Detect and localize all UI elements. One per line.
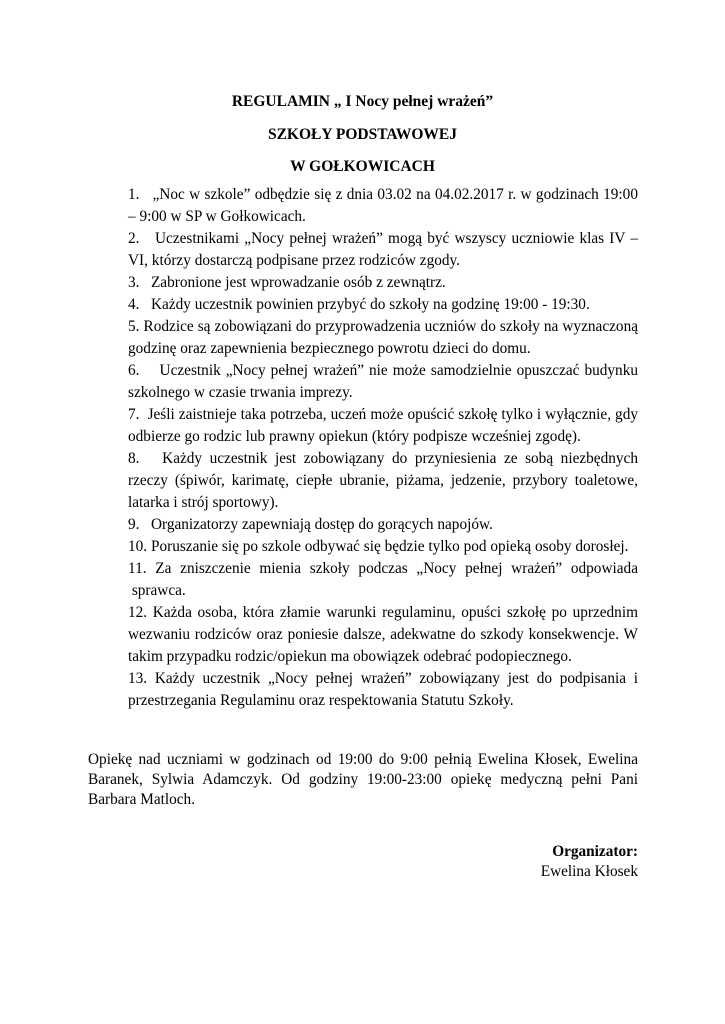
rule-text: „Noc w szkole” odbędzie się z dnia 03.02 na 04.02.2017 r. w godzinach 19:00 – 9:00 w SP w Gołkowicach. xyxy=(128,186,638,225)
rule-number: 9. xyxy=(128,516,151,533)
organizer-name: Ewelina Kłosek xyxy=(540,863,638,880)
rule-item xyxy=(128,272,638,294)
rule-number: 8. xyxy=(128,450,163,467)
rule-text: Każdy uczestnik powinien przybyć do szkoły na godzinę 19:00 - 19:30. xyxy=(150,296,590,313)
rule-text: Za zniszczenie mienia szkoły podczas „Nocy pełnej wrażeń” odpowiada sprawca. xyxy=(128,560,638,599)
rule-number: 4. xyxy=(128,296,151,313)
document-title-line-3: W GOŁKOWICACH xyxy=(290,158,435,175)
rules-list xyxy=(128,184,638,712)
rule-number: 10. xyxy=(128,538,151,555)
rule-number: 13. xyxy=(128,670,155,687)
rule-item xyxy=(128,360,638,404)
rule-text: Jeśli zaistnieje taka potrzeba, uczeń może opuścić szkołę tylko i wyłącznie, gdy odbierze go rodzic lub prawny opiekun (który podpisze wcześniej zgodę). xyxy=(128,406,638,445)
rule-text: Organizatorzy zapewniają dostęp do gorących napojów. xyxy=(150,516,493,533)
rule-item xyxy=(128,184,638,228)
organizer-block xyxy=(541,842,638,882)
rule-item xyxy=(128,228,638,272)
rule-number: 2. xyxy=(128,230,155,247)
rule-item xyxy=(128,316,638,360)
rule-item xyxy=(128,514,638,536)
rule-item xyxy=(128,536,638,558)
rule-text: Każda osoba, która złamie warunki regulaminu, opuści szkołę po uprzednim wezwaniu rodziców oraz poniesie dalsze, adekwatne do szkody konsekwencje. W takim przypadku rodzic/opiekun ma obowiązek odebrać podopiecznego. xyxy=(128,604,638,665)
rule-number: 5. xyxy=(128,318,144,335)
rule-number: 1. xyxy=(128,186,153,203)
rule-text: Uczestnikami „Nocy pełnej wrażeń” mogą być wszyscy uczniowie klas IV – VI, którzy dostarczą podpisane przez rodziców zgody. xyxy=(128,230,638,269)
rule-text: Poruszanie się po szkole odbywać się będzie tylko pod opieką osoby dorosłej. xyxy=(150,538,629,555)
rule-item xyxy=(128,404,638,448)
organizer-label: Organizator: xyxy=(552,843,638,860)
rule-item xyxy=(128,558,638,602)
rule-text: Każdy uczestnik „Nocy pełnej wrażeń” zobowiązany jest do podpisania i przestrzegania Regulaminu oraz respektowania Statutu Szkoły. xyxy=(128,670,638,709)
rule-number: 11. xyxy=(128,560,156,577)
rule-text: Zabronione jest wprowadzanie osób z zewnątrz. xyxy=(150,274,446,291)
rule-item xyxy=(128,602,638,668)
care-paragraph: Opiekę nad uczniami w godzinach od 19:00 do 9:00 pełnią Ewelina Kłosek, Ewelina Baranek, Sylwia Adamczyk. Od godziny 19:00-23:00 opiekę medyczną pełni Pani Barbara Matloch. xyxy=(88,751,638,808)
rule-item xyxy=(128,294,638,316)
rule-text: Każdy uczestnik jest zobowiązany do przyniesienia ze sobą niezbędnych rzeczy (śpiwór, karimatę, ciepłe ubranie, piżama, jedzenie, przybory toaletowe, latarka i strój sportowy). xyxy=(128,450,638,511)
rule-text: Rodzice są zobowiązani do przyprowadzenia uczniów do szkoły na wyznaczoną godzinę oraz zapewnienia bezpiecznego powrotu dzieci do domu. xyxy=(128,318,639,357)
rule-number: 7. xyxy=(128,406,148,423)
rule-text: Uczestnik „Nocy pełnej wrażeń” nie może samodzielnie opuszczać budynku szkolnego w czasie trwania imprezy. xyxy=(128,362,638,401)
rule-item xyxy=(128,668,638,712)
document-title-line-2: SZKOŁY PODSTAWOWEJ xyxy=(267,126,458,143)
rule-item xyxy=(128,448,638,514)
document-title-line-1: REGULAMIN „ I Nocy pełnej wrażeń” xyxy=(231,93,494,110)
rule-number: 3. xyxy=(128,274,151,291)
rule-number: 6. xyxy=(128,362,160,379)
rule-number: 12. xyxy=(128,604,153,621)
